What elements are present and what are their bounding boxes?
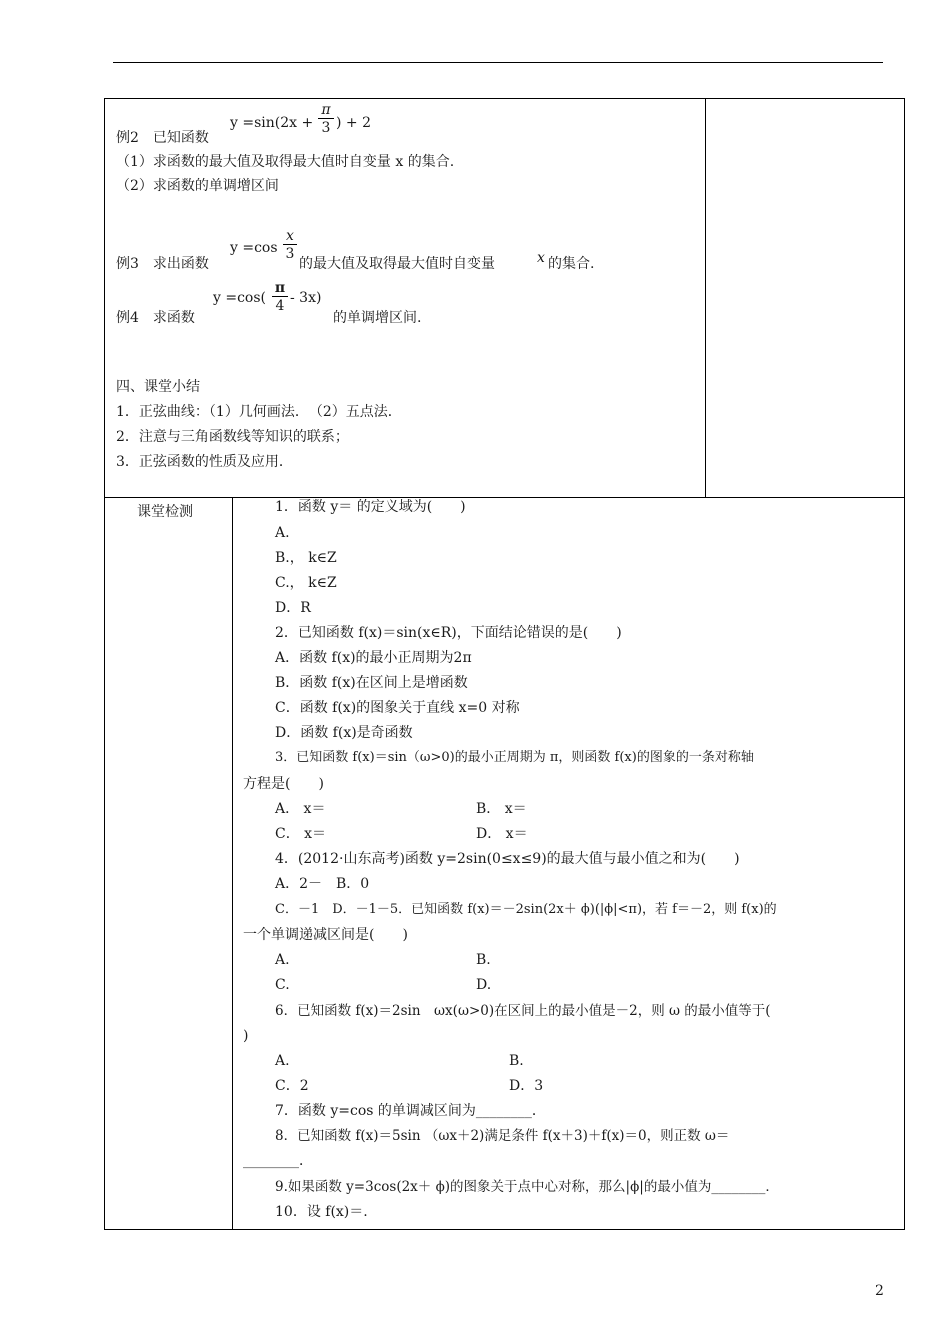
quiz-line: 3．已知函数 f(x)＝sin（ω>0)的最小正周期为 π，则函数 f(x)的图象的一条对称轴 [275,750,754,765]
example-2-question-1: （1）求函数的最大值及取得最大值时自变量 x 的集合. [116,154,455,170]
quiz-line: B.， k∈Z [275,550,337,566]
quiz-line: 2．已知函数 f(x)＝sin(x∈R)，下面结论错误的是( ) [275,625,622,641]
example-4-label: 例4 求函数 [116,310,195,326]
quiz-line: B. [509,1053,524,1069]
quiz-line: D．R [275,600,311,616]
quiz-line: B．函数 f(x)在区间上是增函数 [275,675,468,691]
quiz-line: 8．已知函数 f(x)＝5sin （ωx＋2)满足条件 f(x＋3)＋f(x)＝0，则正数 ω＝ [275,1128,730,1144]
example-2-label: 例2 已知函数 [116,130,209,146]
quiz-line: A. [275,1053,290,1069]
example-4-formula-post: - 3x) [290,290,322,306]
example-3-text-after: 的最大值及取得最大值时自变量 [299,256,495,272]
quiz-line: D．3 [509,1078,544,1094]
upper-column-divider [705,98,706,498]
quiz-line: 6．已知函数 f(x)＝2sin ωx(ω>0)在区间上的最小值是－2，则 ω 的最小值等于( [275,1003,771,1019]
summary-item: 1．正弦曲线：（1）几何画法． （2）五点法． [116,404,402,420]
quiz-heading: 课堂检测 [137,504,193,520]
quiz-line: 1．函数 y＝ 的定义域为( ) [275,499,466,515]
header-rule [113,62,883,63]
quiz-line: B． x＝ [476,801,527,817]
quiz-line: C．函数 f(x)的图象关于直线 x=0 对称 [275,700,520,716]
example-4-frac-den: 4 [272,296,288,315]
example-3-label: 例3 求出函数 [116,256,209,272]
quiz-line: D．函数 f(x)是奇函数 [275,725,413,741]
quiz-line: 7．函数 y=cos 的单调减区间为________． [275,1103,546,1119]
example-4-fraction [272,280,288,315]
example-4-formula-pre: y =cos( [213,290,267,306]
quiz-line: D． x＝ [476,826,528,842]
quiz-line: D. [476,977,492,993]
example-2-frac-num: π [321,102,331,118]
quiz-line: B. [476,952,491,968]
example-4-text-after: 的单调增区间. [333,310,422,326]
example-3-formula-pre: y =cos [230,240,278,256]
example-4-frac-num: π [274,280,286,296]
quiz-line: A. [275,952,290,968]
quiz-line: A． x＝ [275,801,326,817]
quiz-line: A．函数 f(x)的最小正周期为2π [275,650,472,666]
example-3-fraction [283,228,297,263]
lower-column-divider [232,497,233,1230]
quiz-line: 方程是( ) [243,776,324,792]
quiz-line: 一个单调递减区间是( ) [243,927,408,943]
quiz-line: C．2 [275,1078,309,1094]
example-2-formula-post: ) + 2 [336,115,371,131]
summary-item: 2．注意与三角函数线等知识的联系； [116,429,349,445]
quiz-line: A．2－ B．0 [275,876,370,892]
example-3-frac-num: x [286,228,294,244]
quiz-line: 9.如果函数 y=3cos(2x＋ ϕ)的图象关于点中心对称，那么|ϕ|的最小值为________． [275,1179,779,1195]
page-number: 2 [875,1283,884,1299]
example-2-formula-pre: y =sin(2x + [230,115,314,131]
example-3-text-end: 的集合. [548,256,595,272]
quiz-line: ________． [243,1153,313,1169]
quiz-line: C.， k∈Z [275,575,337,591]
quiz-line: A. [275,525,290,541]
summary-heading: 四、课堂小结 [116,379,200,395]
example-3-frac-den: 3 [283,244,297,263]
example-2-question-2: （2）求函数的单调增区间 [116,178,279,194]
quiz-line: ) [243,1028,249,1044]
summary-item: 3．正弦函数的性质及应用． [116,454,293,470]
quiz-line: C. [275,977,290,993]
quiz-line: 4．(2012·山东高考)函数 y=2sin(0≤x≤9)的最大值与最小值之和为( ) [275,851,740,867]
example-3-variable: x [537,250,545,266]
quiz-line: C．－1 D．－1－5．已知函数 f(x)＝－2sin(2x＋ ϕ)(|ϕ|<π)，若 f＝－2，则 f(x)的 [275,902,777,917]
example-2-fraction [318,102,334,137]
example-2-frac-den: 3 [318,118,334,137]
quiz-line: C． x＝ [275,826,327,842]
quiz-line: 10．设 f(x)＝. [275,1204,368,1220]
